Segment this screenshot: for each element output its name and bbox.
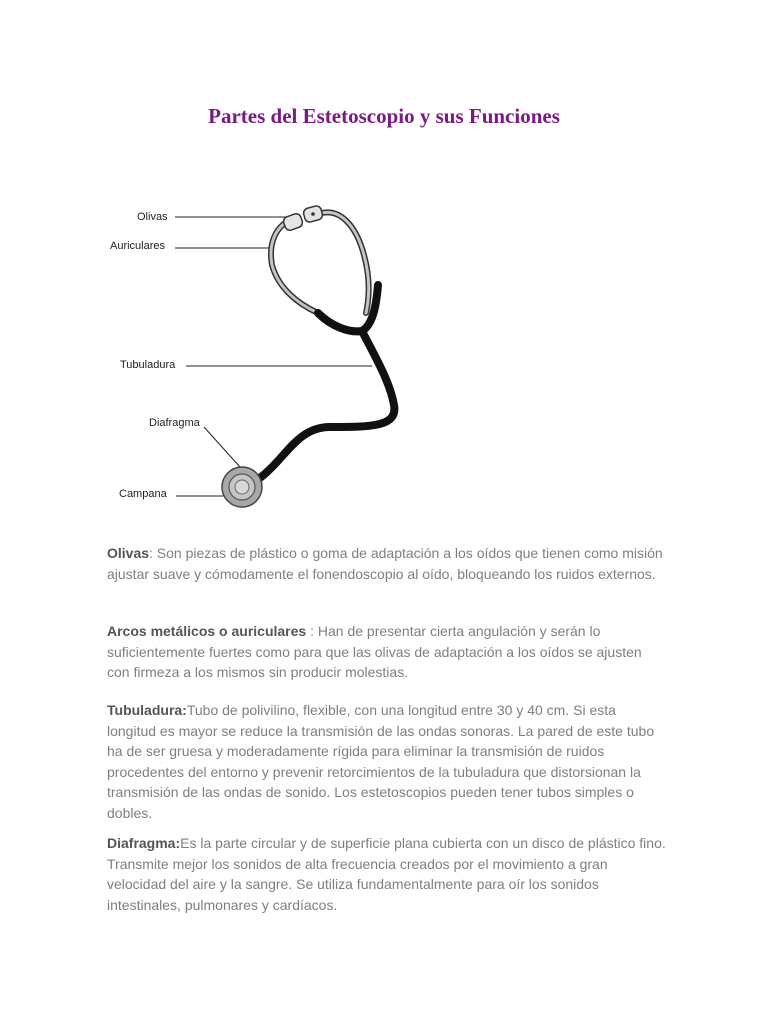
diafragma-leader-line: [204, 427, 240, 467]
label-campana: Campana: [119, 488, 167, 500]
page-title: Partes del Estetoscopio y sus Funciones: [208, 104, 560, 128]
olivas-text: : Son piezas de plástico o goma de adaptación a los oídos que tienen como misión ajustar suave y cómodamente el fonendoscopio al oído, bloqueando los ruidos externos.: [107, 545, 663, 582]
yoke-left-tube: [318, 313, 362, 331]
olivas-description: [107, 543, 667, 584]
left-olive: [282, 212, 304, 231]
auriculares-description: [107, 621, 667, 683]
auriculares-term: Arcos metálicos o auriculares: [107, 623, 307, 639]
diafragma-term: Diafragma:: [107, 835, 181, 851]
label-auriculares: Auriculares: [110, 240, 166, 252]
auriculares-text: : Han de presentar cierta angulación y serán lo suficientemente fuertes como para que las olivas de adaptación a los oídos se ajusten con firmeza a los mismos sin producir molestias.: [107, 623, 642, 680]
diafragma-text: Es la parte circular y de superficie plana cubierta con un disco de plástico fino. Transmite mejor los sonidos de alta frecuencia creados por el movimiento a gran velocidad del aire y la sangre. Se utiliza fundamentalmente para oír los sonidos intestinales, pulmonares y cardíacos.: [107, 835, 666, 913]
stethoscope-diagram: [100, 195, 420, 515]
olivas-term: Olivas: [107, 545, 150, 561]
tubuladura-term: Tubuladura:: [107, 702, 187, 718]
tubuladura-text: Tubo de polivilino, flexible, con una longitud entre 30 y 40 cm. Si esta longitud es mayor se reduce la transmisión de las ondas sonoras. La pared de este tubo ha de ser gruesa y moderadamente rígida para eliminar la transmisión de ruidos procedentes del entorno y prevenir retorcimientos de la tubuladura que distorsionan la transmisión de las ondas de sonido. Los estetoscopios pueden tener tubos simples o dobles.: [107, 702, 655, 821]
right-ear-tube: [322, 212, 369, 313]
diafragma-description: [107, 833, 667, 915]
main-tubing: [246, 331, 394, 485]
tubuladura-description: [107, 700, 667, 823]
label-diafragma: Diafragma: [149, 417, 200, 429]
label-olivas: Olivas: [137, 211, 168, 223]
label-tubuladura: Tubuladura: [120, 359, 176, 371]
